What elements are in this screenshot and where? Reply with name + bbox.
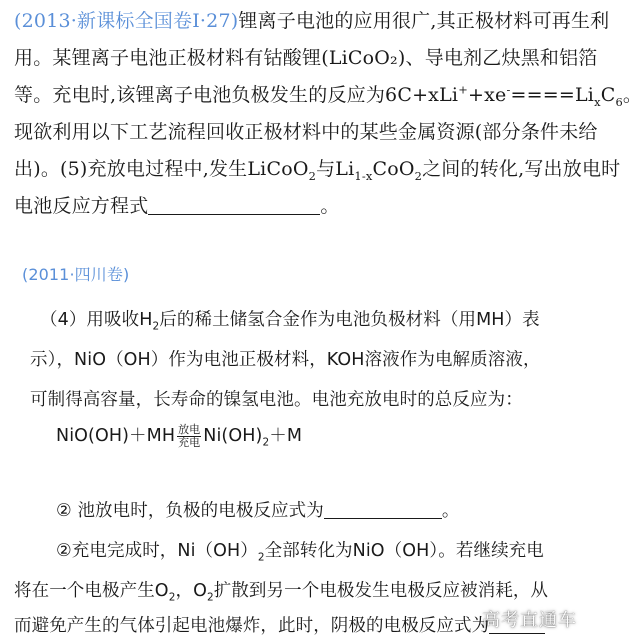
p2-line-1 — [40, 306, 540, 331]
eq-left: NiO(OH)＋MH — [56, 426, 176, 446]
p1-line-3 — [14, 80, 642, 107]
p1-source: (2013·新课标全国卷I·27) — [14, 10, 239, 32]
p2-q4-text: 而避免产生的气体引起电池爆炸，此时，阴极的电极反应式为 — [14, 616, 490, 636]
p1-text-3a: 等。充电时,该锂离子电池负极发生的反应为6C+xLi — [14, 84, 459, 106]
p2-q2-sub: 2 — [257, 551, 265, 564]
p2-source: (2011·四川卷) — [22, 265, 130, 284]
eq-arrow-stack — [177, 424, 201, 448]
p2-question-2 — [56, 537, 544, 562]
p2-text-3: 可制得高容量，长寿命的镍氢电池。电池充放电时的总反应为： — [30, 390, 523, 410]
p1-line-1 — [14, 6, 609, 33]
p2-q3-c: 扩散到另一个电极发生电极反应被消耗，从 — [213, 581, 549, 601]
p2-line-q4 — [14, 612, 545, 637]
p2-q3-a: 将在一个电极产生O — [14, 581, 169, 601]
p1-text-3b: +xe — [467, 84, 507, 106]
p1-sub-5: 2 — [308, 168, 317, 183]
p1-sub: x — [594, 94, 601, 109]
p2-line-2 — [30, 346, 541, 371]
p1-text-2: 用。某锂离子电池正极材料有钴酸锂(LiCoO₂)、导电剂乙炔黑和铝箔 — [14, 47, 598, 69]
p1-text-5c: CoO — [372, 158, 415, 180]
p2-q1-end: 。 — [441, 501, 460, 521]
eq-bottom-label: 充电 — [178, 435, 201, 449]
p1-text-5d: 之间的转化,写出放电时 — [422, 158, 621, 180]
p2-q2-a: ②充电完成时，Ni（OH） — [56, 541, 258, 561]
p1-text-5a: 出)。(5)充放电过程中,发生LiCoO — [14, 158, 309, 180]
p2-text-2: 示），NiO（OH）作为电池正极材料，KOH溶液作为电解质溶液， — [30, 350, 541, 370]
p1-line-4 — [14, 117, 598, 144]
eq-right-b: ＋M — [269, 426, 303, 446]
p1-text-3d: C — [600, 84, 616, 106]
p1-sup: + — [458, 82, 468, 97]
p2-q3-b: ，O — [175, 581, 207, 601]
p1-line-5 — [14, 154, 620, 181]
p2-q1-text: ② 池放电时，负极的电极反应式为 — [56, 501, 324, 521]
p1-text-3e: 。 — [622, 84, 642, 106]
p1-text-4: 现欲利用以下工艺流程回收正极材料中的某些金属资源(部分条件未给 — [14, 121, 598, 143]
p2-q2-b: 全部转化为NiO（OH）。若继续充电 — [264, 541, 544, 561]
p2-line-q3 — [14, 577, 548, 602]
p1-line-2 — [14, 43, 598, 70]
p1-text-5b: 与Li — [316, 158, 355, 180]
answer-blank-1[interactable] — [148, 195, 320, 215]
eq-sub: 2 — [262, 436, 270, 449]
p1-sub2: 6 — [615, 94, 623, 109]
p2-equation — [56, 422, 302, 448]
p1-text-6: 电池反应方程式 — [14, 195, 149, 217]
answer-blank-2[interactable] — [324, 501, 442, 520]
watermark: 高考直通车 — [482, 610, 577, 631]
p2-q3-sub2: 2 — [206, 591, 214, 604]
p1-line-6 — [14, 191, 340, 218]
p1-text-3c: ====Li — [510, 84, 595, 106]
p1-text-1: 锂离子电池的应用很广,其正极材料可再生利 — [238, 10, 610, 32]
p2-source-line — [22, 262, 129, 285]
p1-text-6-end: 。 — [320, 195, 340, 217]
p2-question-1 — [56, 497, 459, 522]
p1-sup2: - — [506, 82, 511, 97]
p2-text-1b: 后的稀土储氢合金作为电池负极材料（用MH）表 — [159, 310, 540, 330]
p2-sub-1: 2 — [152, 320, 160, 333]
p2-line-3 — [30, 386, 523, 411]
p1-sub-5c: 2 — [414, 168, 423, 183]
p2-q3-sub: 2 — [168, 591, 176, 604]
eq-right-a: Ni(OH) — [203, 426, 263, 446]
p2-text-1a: （4）用吸收H — [40, 310, 153, 330]
p1-sub-5b: 1-x — [354, 168, 373, 183]
eq-top-label: 放电 — [178, 422, 201, 436]
